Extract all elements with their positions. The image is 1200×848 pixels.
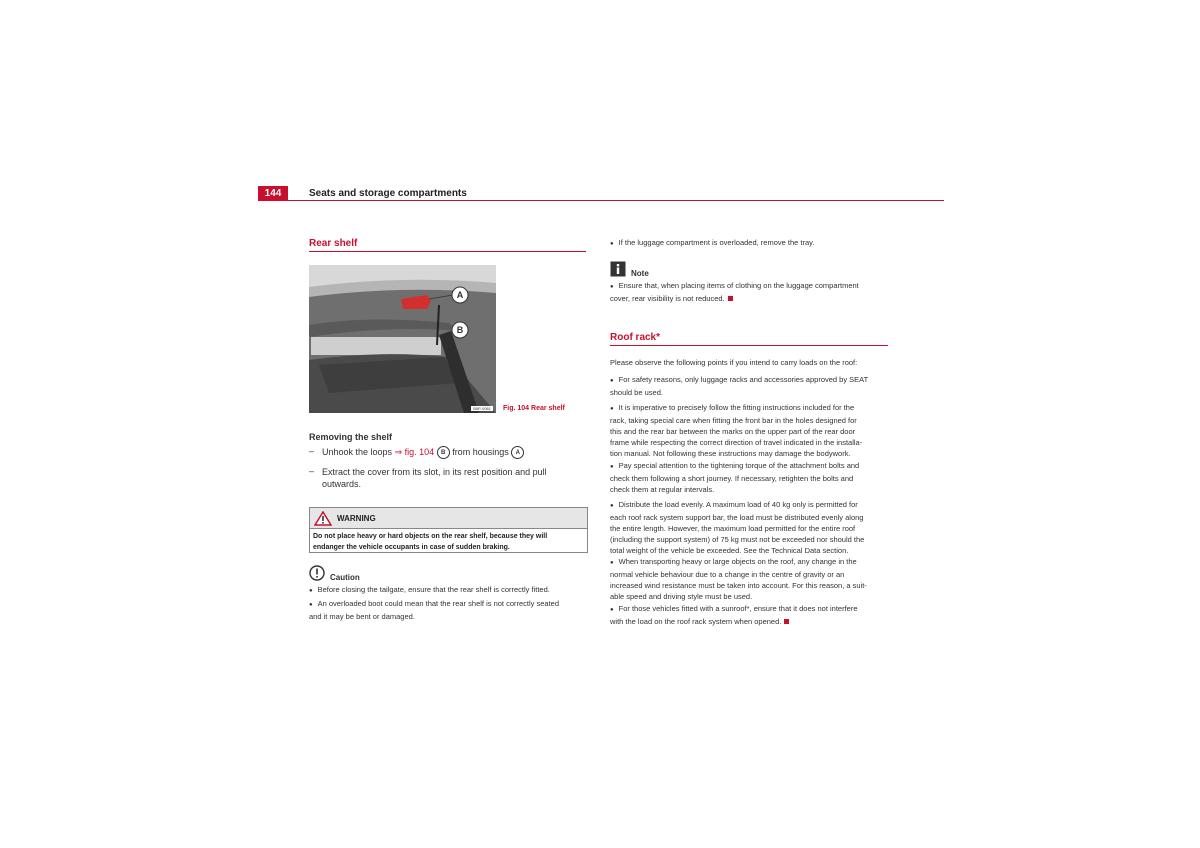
warning-body (310, 529, 587, 555)
roof-b1-l2: should be used. (610, 388, 663, 397)
warning-line2: endanger the vehicle occupants in case of sudden braking. (313, 544, 510, 551)
warning-header (310, 508, 587, 529)
caution-bullet-2 (309, 598, 589, 622)
roof-b2-l1: ● It is imperative to precisely follow the fitting instructions included for the (610, 402, 895, 415)
roof-rack-intro: Please observe the following points if you intend to carry loads on the roof: (610, 358, 858, 367)
roof-b3-l1: ● Pay special attention to the tightening torque of the attachment bolts and (610, 460, 895, 473)
step2 (322, 466, 547, 490)
warning-triangle-icon (314, 511, 332, 526)
caution-title: Caution (330, 573, 360, 582)
roof-b2-l4: frame while respecting the correct direction of travel indicated in the installa- (610, 438, 863, 447)
info-icon (610, 261, 626, 277)
roof-bullet-1 (610, 374, 895, 398)
figure-caption: Fig. 104 Rear shelf (503, 405, 565, 412)
chapter-title: Seats and storage compartments (309, 188, 467, 199)
roof-bullet-3 (610, 460, 895, 495)
roof-b6-l2-row (610, 616, 895, 627)
roof-b3-l3: check them at regular intervals. (610, 485, 715, 494)
overload-bullet: ● If the luggage compartment is overloaded, remove the tray. (610, 237, 814, 250)
figure-label-a: A (456, 290, 464, 300)
roof-b5-l4: able speed and driving style must be used. (610, 592, 753, 601)
removing-title: Removing the shelf (309, 432, 393, 442)
roof-bullet-4 (610, 499, 895, 556)
header-rule (258, 200, 944, 201)
roof-b5-l1: ● When transporting heavy or large objects on the roof, any change in the (610, 556, 895, 569)
page-number: 144 (258, 186, 288, 201)
warning-title: WARNING (337, 513, 376, 523)
note-body (610, 280, 895, 304)
caution-exclamation-icon (309, 565, 325, 581)
roof-bullet-5 (610, 556, 895, 602)
roof-b4-l1: ● Distribute the load evenly. A maximum load of 40 kg only is permitted for (610, 499, 895, 512)
note-line2-row (610, 293, 895, 304)
letter-b-badge: B (437, 446, 450, 459)
roof-bullet-6 (610, 603, 895, 627)
roof-b2-l3: this and the rear bar between the marks on the upper part of the rear door (610, 427, 856, 436)
step1 (322, 446, 524, 459)
figure-label-b: B (456, 325, 464, 335)
note-line2: cover, rear visibility is not reduced. (610, 294, 725, 303)
note-line1: ● Ensure that, when placing items of clothing on the luggage compartment (610, 280, 895, 293)
roof-bullet-2 (610, 402, 895, 459)
step1-dash: – (309, 446, 315, 456)
roof-b2-l2: rack, taking special care when fitting the front bar in the holes designed for (610, 416, 857, 425)
roof-b4-l2: each roof rack system support bar, the load must be distributed evenly along (610, 513, 864, 522)
caution-b2-line2: and it may be bent or damaged. (309, 612, 415, 621)
fig-104-link[interactable]: ⇒ fig. 104 (394, 447, 435, 457)
section-title-rear-shelf: Rear shelf (309, 238, 358, 249)
roof-b3-l2: check them following a short journey. If necessary, retighten the bolts and (610, 474, 854, 483)
section-rule-rear-shelf (309, 251, 586, 252)
rear-shelf-illustration (309, 265, 496, 413)
roof-b4-l3: the entire length. However, the maximum load permitted for the entire roof (610, 524, 856, 533)
figure-code: B5P-0061 (473, 406, 491, 411)
caution-b2-line1: ● An overloaded boot could mean that the rear shelf is not correctly seated (309, 598, 589, 611)
end-marker (784, 619, 789, 624)
warning-box (309, 507, 588, 553)
roof-b1-l1: ● For safety reasons, only luggage racks and accessories approved by SEAT (610, 374, 895, 387)
caution-bullet-1: ● Before closing the tailgate, ensure that the rear shelf is correctly fitted. (309, 584, 550, 597)
warning-line1: Do not place heavy or hard objects on the rear shelf, because they will (313, 533, 548, 540)
roof-b5-l3: increased wind resistance must be taken into account. For this reason, a suit- (610, 581, 867, 590)
step2-line1: Extract the cover from its slot, in its rest position and pull (322, 467, 547, 477)
roof-b6-l2: with the load on the roof rack system when opened. (610, 617, 782, 626)
roof-b2-l5: tion manual. Not following these instructions may damage the bodywork. (610, 449, 851, 458)
letter-a-badge: A (511, 446, 524, 459)
step1-pre: Unhook the loops (322, 447, 393, 457)
rear-shelf-figure (309, 265, 496, 413)
step1-mid: from housings (452, 447, 509, 457)
step2-line2: outwards. (322, 479, 362, 489)
section-title-roof-rack: Roof rack* (610, 332, 661, 343)
step2-dash: – (309, 466, 315, 476)
roof-b5-l2: normal vehicle behaviour due to a change in the centre of gravity or an (610, 570, 845, 579)
roof-b6-l1: ● For those vehicles fitted with a sunroof*, ensure that it does not interfere (610, 603, 895, 616)
note-title: Note (631, 269, 649, 278)
end-marker (728, 296, 733, 301)
roof-b4-l4: (including the support system) of 75 kg must not be exceeded nor should the (610, 535, 865, 544)
roof-b4-l5: total weight of the vehicle be exceeded. See the Technical Data section. (610, 546, 849, 555)
section-rule-roof-rack (610, 345, 888, 346)
